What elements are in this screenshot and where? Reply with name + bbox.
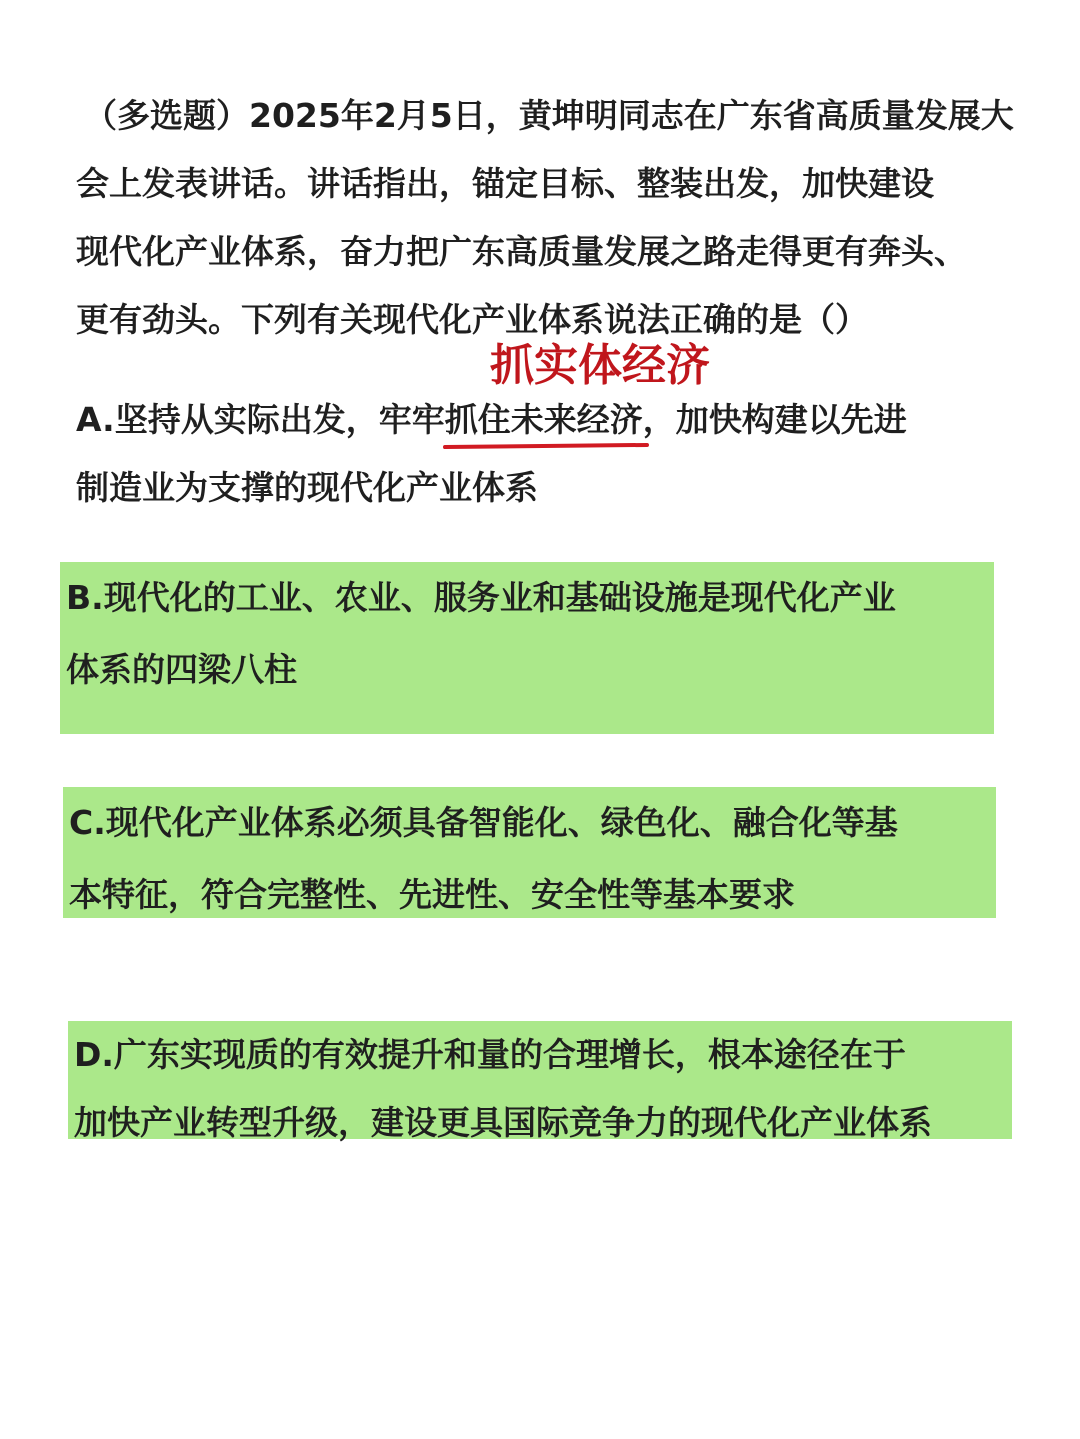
red-underline-mark bbox=[443, 443, 649, 449]
option-a bbox=[76, 386, 1016, 522]
option-d-highlighted bbox=[68, 1021, 1012, 1142]
question-stem bbox=[76, 82, 1016, 354]
option-a-text-after: ，加快构建以先进 bbox=[642, 400, 907, 439]
option-c-line-1: C.现代化产业体系必须具备智能化、绿色化、融合化等基 bbox=[69, 803, 898, 842]
option-b-line-2: 体系的四梁八柱 bbox=[66, 650, 297, 689]
option-d-line-2: 加快产业转型升级，建设更具国际竞争力的现代化产业体系 bbox=[74, 1103, 932, 1142]
option-a-line-1 bbox=[76, 386, 1016, 454]
question-line-1: （多选题）2025年2月5日，黄坤明同志在广东省高质量发展大 bbox=[84, 96, 1014, 135]
handwritten-correction: 抓实体经济 bbox=[490, 340, 710, 391]
option-c-highlighted bbox=[63, 787, 996, 918]
option-b-highlighted bbox=[60, 562, 994, 734]
option-a-underlined-phrase bbox=[445, 386, 643, 454]
option-d-line-1: D.广东实现质的有效提升和量的合理增长，根本途径在于 bbox=[74, 1035, 906, 1074]
option-a-text-before: A.坚持从实际出发，牢牢 bbox=[76, 400, 445, 439]
question-line-2: 会上发表讲话。讲话指出，锚定目标、整装出发，加快建设 bbox=[76, 164, 934, 203]
question-line-4: 更有劲头。下列有关现代化产业体系说法正确的是（） bbox=[76, 300, 868, 339]
option-b-line-1: B.现代化的工业、农业、服务业和基础设施是现代化产业 bbox=[66, 578, 896, 617]
option-a-line-2: 制造业为支撑的现代化产业体系 bbox=[76, 468, 538, 507]
option-c-line-2: 本特征，符合完整性、先进性、安全性等基本要求 bbox=[69, 875, 795, 914]
question-line-3: 现代化产业体系，奋力把广东高质量发展之路走得更有奔头、 bbox=[76, 232, 967, 271]
option-a-underlined-text: 抓住未来经济 bbox=[444, 400, 643, 439]
